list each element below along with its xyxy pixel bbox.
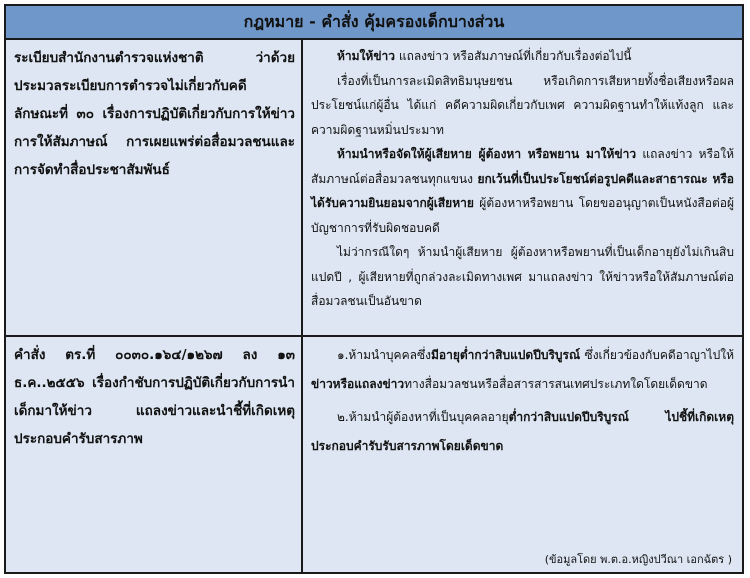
table-row (6, 40, 742, 337)
content-paragraph: เรื่องที่เป็นการละเมิดสิทธิมนุษยชน หรือเกิดการเสียหายทั้งชื่อเสียงหรือผลประโยชน์แก่ผู้อื่น ได้แก่ คดีความผิดเกี่ยวกับเพศ ความผิดฐานทำให้แท้งลูก และความผิดฐานหมิ่นประมาท (311, 73, 734, 137)
bold-text: ห้ามให้ข่าว (337, 49, 396, 63)
bold-text: มีอายุต่ำกว่าสิบแปดปีบริบูรณ์ (430, 348, 581, 362)
content-paragraph (311, 44, 734, 69)
body-text: ผู้ต้องหาหรือพยาน โดยขออนุญาตเป็นหนังสือต่อผู้บัญชาการที่รับผิดชอบคดี (311, 196, 734, 235)
document-table (4, 4, 744, 574)
content-paragraph (311, 341, 734, 399)
bold-text: ห้ามนำหรือจัดให้ผู้เสียหาย ผู้ต้องหา หรือพยาน มาให้ข่าว (337, 147, 637, 161)
bold-text: ต่ำกว่าสิบแปดปีบริบูรณ์ ไปชี้ที่เกิดเหตุประกอบคำรับรับสารภาพโดยเด็ดขาด (311, 410, 734, 453)
regulation-content (303, 40, 742, 335)
body-text: ๒.ห้ามนำผู้ต้องหาที่เป็นบุคคลอายุ (337, 410, 509, 424)
content-paragraph (311, 142, 734, 240)
bold-text: ข่าวหรือแถลงข่าว (311, 377, 405, 391)
body-text: แถลงข่าว หรือให้สัมภาษณ์ต่อสื่อมวลชนทุกแขนง (311, 147, 734, 186)
source-credit: (ข้อมูลโดย พ.ต.อ.หญิงปวีณา เอกฉัตร ) (544, 553, 732, 566)
regulation-name: ระเบียบสำนักงานตำรวจแห่งชาติ ว่าด้วยประมวลระเบียบการตำรวจไม่เกี่ยวกับคดี ลักษณะที่ ๓๐ เรื่องการปฏิบัติเกี่ยวกับการให้ข่าว การให้สัมภาษณ์ การเผยแพร่ต่อสื่อมวลชนและการจัดทำสื่อประชาสัมพันธ์ (6, 40, 303, 335)
body-text: ๑.ห้ามนำบุคคลซึ่ง (337, 348, 431, 362)
content-paragraph: ไม่ว่ากรณีใดๆ ห้ามนำผู้เสียหาย ผู้ต้องหาหรือพยานที่เป็นเด็กอายุยังไม่เกินสิบแปดปี , ผู้เสียหายที่ถูกล่วงละเมิดทางเพศ มาแถลงข่าว ให้ข่าวหรือให้สัมภาษณ์ต่อสื่อมวลชนเป็นอันขาด (311, 245, 734, 308)
order-name: คำสั่ง ตร.ที่ ๐๐๓๐.๑๖๔/๑๒๖๗ ลง ๑๓ ธ.ค..๒๕๕๖ เรื่องกำชับการปฏิบัติเกี่ยวกับการนำเด็กมาให้ข่าว แถลงข่าวและนำชี้ที่เกิดเหตุประกอบคำรับสารภาพ (6, 337, 303, 572)
body-text: แถลงข่าว หรือสัมภาษณ์ที่เกี่ยวกับเรื่องต่อไปนี้ (395, 49, 632, 63)
page-title: กฎหมาย - คำสั่ง คุ้มครองเด็กบางส่วน (6, 6, 742, 40)
body-text: ทางสื่อมวลชนหรือสื่อสารสารสนเทศประเภทใดโดยเด็ดขาด (404, 377, 708, 391)
order-content (303, 337, 742, 572)
bold-text: ยกเว้นที่เป็นประโยชน์ต่อรูปคดีและสาธารณะ หรือได้รับความยินยอมจากผู้เสียหาย (311, 171, 735, 210)
table-row (6, 337, 742, 572)
body-text: ซึ่งเกี่ยวข้องกับคดีอาญาไปให้ (580, 348, 734, 362)
content-paragraph (311, 403, 734, 461)
